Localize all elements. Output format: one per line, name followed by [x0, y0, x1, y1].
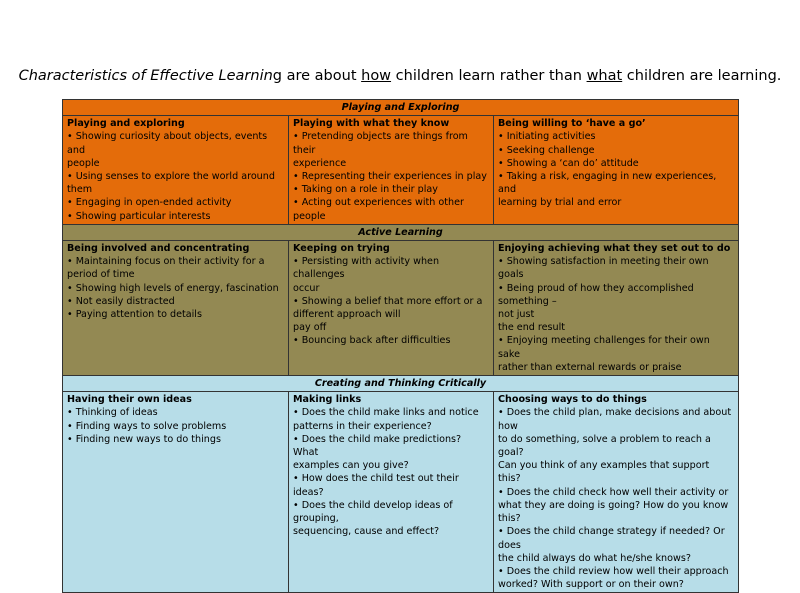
title-italic-part: Characteristics of Effective Learnin [18, 68, 273, 84]
cell-line: • Acting out experiences with other people [293, 197, 464, 222]
cell-line: what they are doing is going? How do you know this? [498, 499, 729, 525]
cell-line: • Does the child review how well their approach [498, 565, 729, 577]
section-content-row [63, 392, 739, 593]
cell-line: occur [293, 282, 320, 294]
cell-line: • Not easily distracted [67, 295, 175, 307]
cell-line: • Paying attention to details [67, 309, 202, 321]
cell-line: • Does the child check how well their activity or [498, 486, 729, 498]
cell-line: • Does the child plan, make decisions and about how [498, 407, 732, 432]
cell-line: period of time [67, 269, 135, 281]
cell-line: • Showing a belief that more effort or a [293, 295, 483, 307]
title-mid: children learn rather than [391, 68, 587, 84]
cell-having-their-own-ideas [63, 392, 289, 593]
cell-line: • Does the child develop ideas of grouping, [293, 499, 453, 525]
cell-title: Playing and exploring [67, 118, 185, 130]
cell-line: • Seeking challenge [498, 144, 595, 156]
cell-line: • Showing satisfaction in meeting their own goals [498, 256, 709, 281]
title-what: what [586, 68, 623, 84]
cell-line: • Showing a ‘can do’ attitude [498, 157, 639, 169]
cell-line: • Finding ways to solve problems [67, 420, 227, 432]
cell-line: learning by trial and error [498, 197, 622, 209]
cell-line: • Maintaining focus on their activity for a [67, 256, 265, 268]
cell-title: Keeping on trying [293, 243, 390, 255]
section-content-row [63, 241, 739, 376]
cell-enjoying-achieving [494, 241, 739, 376]
cell-choosing-ways-to-do-things [494, 392, 739, 593]
section-header-playing-exploring: Playing and Exploring [63, 100, 739, 116]
cell-line: • Does the child make links and notice [293, 407, 479, 419]
cell-line: • Thinking of ideas [67, 407, 158, 419]
cell-line: people [67, 157, 100, 169]
cell-line: the end result [498, 322, 566, 334]
cell-line: • Finding new ways to do things [67, 433, 221, 445]
cell-line: • Persisting with activity when challenges [293, 256, 440, 281]
characteristics-table [62, 99, 739, 593]
cell-line: • Enjoying meeting challenges for their own sake [498, 335, 710, 360]
section-header-row [63, 376, 739, 392]
cell-line: not just [498, 309, 535, 321]
section-header-row [63, 100, 739, 116]
cell-line: worked? With support or on their own? [498, 579, 684, 591]
cell-being-involved-and-concentrating [63, 241, 289, 376]
cell-line: sequencing, cause and effect? [293, 526, 440, 538]
cell-title: Having their own ideas [67, 394, 192, 406]
title-g: g are about [272, 68, 362, 84]
cell-line: examples can you give? [293, 460, 409, 472]
cell-line: • Taking on a role in their play [293, 184, 438, 196]
cell-playing-and-exploring [63, 116, 289, 225]
cell-line: pay off [293, 322, 327, 334]
cell-line: • Pretending objects are things from their [293, 131, 468, 156]
document-title [0, 68, 800, 84]
cell-line: • Showing curiosity about objects, events and [67, 131, 268, 156]
cell-line: • Initiating activities [498, 131, 596, 143]
cell-line: • Bouncing back after difficulties [293, 335, 451, 347]
title-how: how [361, 68, 392, 84]
cell-line: them [67, 184, 93, 196]
title-end: children are learning. [622, 68, 782, 84]
cell-line: • Does the child make predictions? What [293, 433, 462, 459]
cell-line: patterns in their experience? [293, 420, 432, 432]
cell-line: • How does the child test out their ideas? [293, 473, 459, 498]
cell-keeping-on-trying [289, 241, 494, 376]
cell-line: • Showing particular interests [67, 210, 211, 222]
cell-line: to do something, solve a problem to reach a goal? [498, 433, 711, 459]
cell-line: • Engaging in open-ended activity [67, 197, 232, 209]
section-header-row [63, 224, 739, 240]
cell-playing-with-what-they-know [289, 116, 494, 225]
cell-line: • Being proud of how they accomplished something – [498, 282, 694, 307]
cell-line: the child always do what he/she knows? [498, 552, 691, 564]
cell-line: • Does the child change strategy if needed? Or does [498, 526, 725, 551]
section-header-creating-thinking: Creating and Thinking Critically [63, 376, 739, 392]
cell-title: Making links [293, 394, 362, 406]
cell-title: Being involved and concentrating [67, 243, 250, 255]
cell-line: • Representing their experiences in play [293, 171, 487, 183]
cell-line: experience [293, 157, 347, 169]
cell-line: • Taking a risk, engaging in new experiences, and [498, 171, 717, 196]
cell-making-links [289, 392, 494, 593]
cell-title: Choosing ways to do things [498, 394, 647, 406]
section-content-row [63, 116, 739, 225]
cell-line: • Showing high levels of energy, fascination [67, 282, 279, 294]
section-header-active-learning: Active Learning [63, 224, 739, 240]
cell-line: Can you think of any examples that support this? [498, 460, 710, 485]
cell-line: different approach will [293, 309, 401, 321]
cell-being-willing-to-have-a-go [494, 116, 739, 225]
cell-title: Enjoying achieving what they set out to do [498, 243, 731, 255]
cell-line: rather than external rewards or praise [498, 361, 682, 373]
cell-title: Being willing to ‘have a go’ [498, 118, 646, 130]
cell-line: • Using senses to explore the world around [67, 171, 275, 183]
cell-title: Playing with what they know [293, 118, 450, 130]
